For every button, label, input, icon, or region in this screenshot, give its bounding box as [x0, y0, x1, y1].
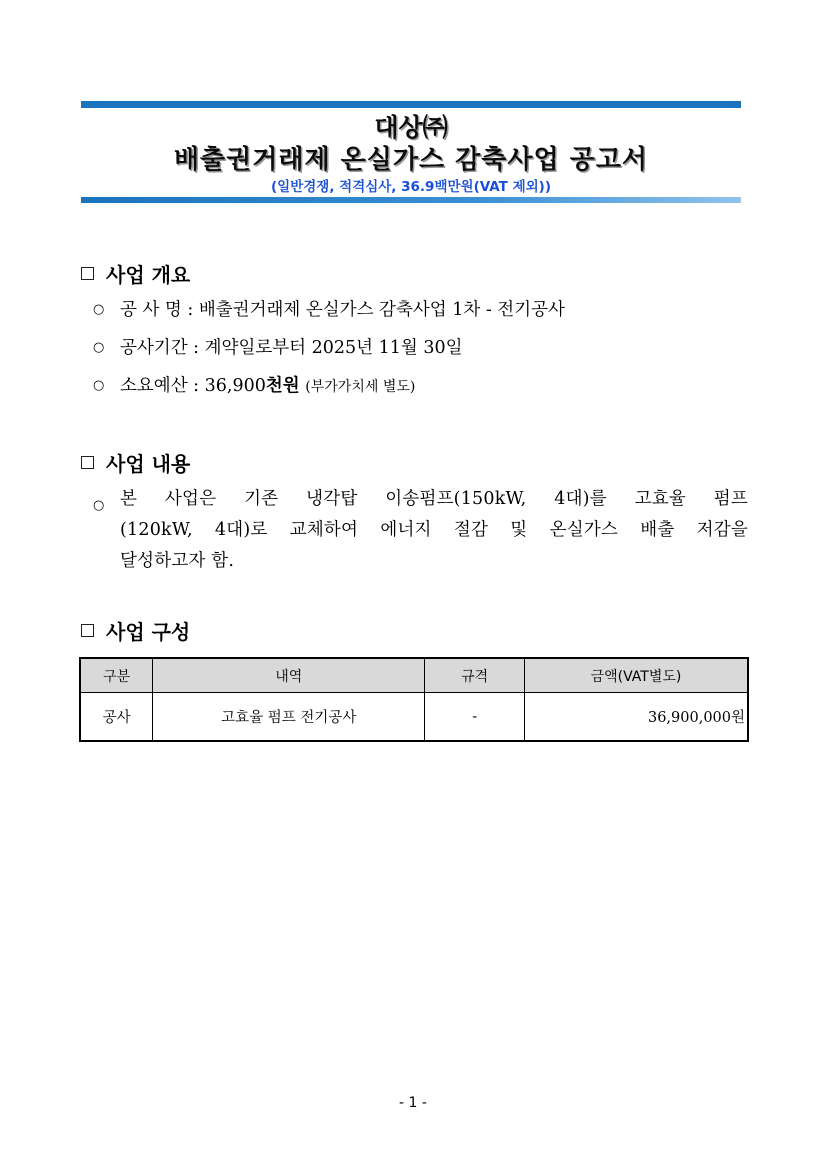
overview-item-budget — [93, 374, 415, 399]
circle-bullet-icon: ○ — [93, 498, 105, 513]
header-category: 구분 — [80, 658, 153, 693]
header-amount: 금액(VAT별도) — [524, 658, 748, 693]
item-value: 계약일로부터 2025년 11월 30일 — [204, 338, 463, 358]
content-line: 달성하고자 함. — [120, 551, 235, 571]
circle-bullet-icon: ○ — [93, 302, 105, 317]
title-bottom-rule — [81, 197, 741, 203]
section-heading-composition — [81, 616, 190, 645]
title-block — [81, 108, 741, 197]
section-heading-label: 사업 구성 — [106, 620, 191, 644]
content-paragraph — [93, 484, 748, 577]
item-unit: 천원 — [265, 376, 300, 396]
document-subtitle: (일반경쟁, 적격심사, 36.9백만원(VAT 제외)) — [270, 179, 552, 195]
section-heading-content — [81, 448, 190, 477]
item-label: 공사기간 : — [120, 338, 205, 358]
header-spec: 규격 — [425, 658, 525, 693]
overview-item-project-name — [93, 298, 565, 322]
section-heading-label: 사업 내용 — [106, 452, 191, 476]
square-bullet-icon — [81, 624, 94, 637]
item-value: 배출권거래제 온실가스 감축사업 1차 - 전기공사 — [198, 300, 565, 320]
header-details: 내역 — [153, 658, 425, 693]
cell-spec: - — [425, 693, 525, 742]
item-note: (부가가치세 별도) — [305, 379, 416, 395]
circle-bullet-icon: ○ — [93, 378, 105, 393]
content-line: 본 사업은 기존 냉각탑 이송펌프(150kW, 4대)를 고효율 펌프 — [120, 489, 748, 509]
item-value: 36,900 — [204, 376, 266, 396]
document-title: 배출권거래제 온실가스 감축사업 공고서 — [173, 145, 649, 175]
cell-details: 고효율 펌프 전기공사 — [153, 693, 425, 742]
section-heading-overview — [81, 259, 190, 288]
item-label: 소요예산 : — [120, 376, 205, 396]
company-name: 대상㈜ — [374, 113, 448, 142]
item-label: 공 사 명 : — [120, 300, 199, 320]
section-heading-label: 사업 개요 — [106, 263, 191, 287]
square-bullet-icon — [81, 267, 94, 280]
page-number: - 1 - — [399, 1095, 427, 1111]
cell-category: 공사 — [80, 693, 153, 742]
cell-amount: 36,900,000원 — [524, 693, 748, 742]
square-bullet-icon — [81, 456, 94, 469]
content-line: (120kW, 4대)로 교체하여 에너지 절감 및 온실가스 배출 저감을 — [120, 520, 748, 540]
table-row — [80, 693, 748, 742]
circle-bullet-icon: ○ — [93, 340, 105, 355]
overview-item-period — [93, 336, 463, 360]
table-header-row — [80, 658, 748, 693]
title-top-rule — [81, 101, 741, 108]
composition-table — [79, 657, 749, 742]
